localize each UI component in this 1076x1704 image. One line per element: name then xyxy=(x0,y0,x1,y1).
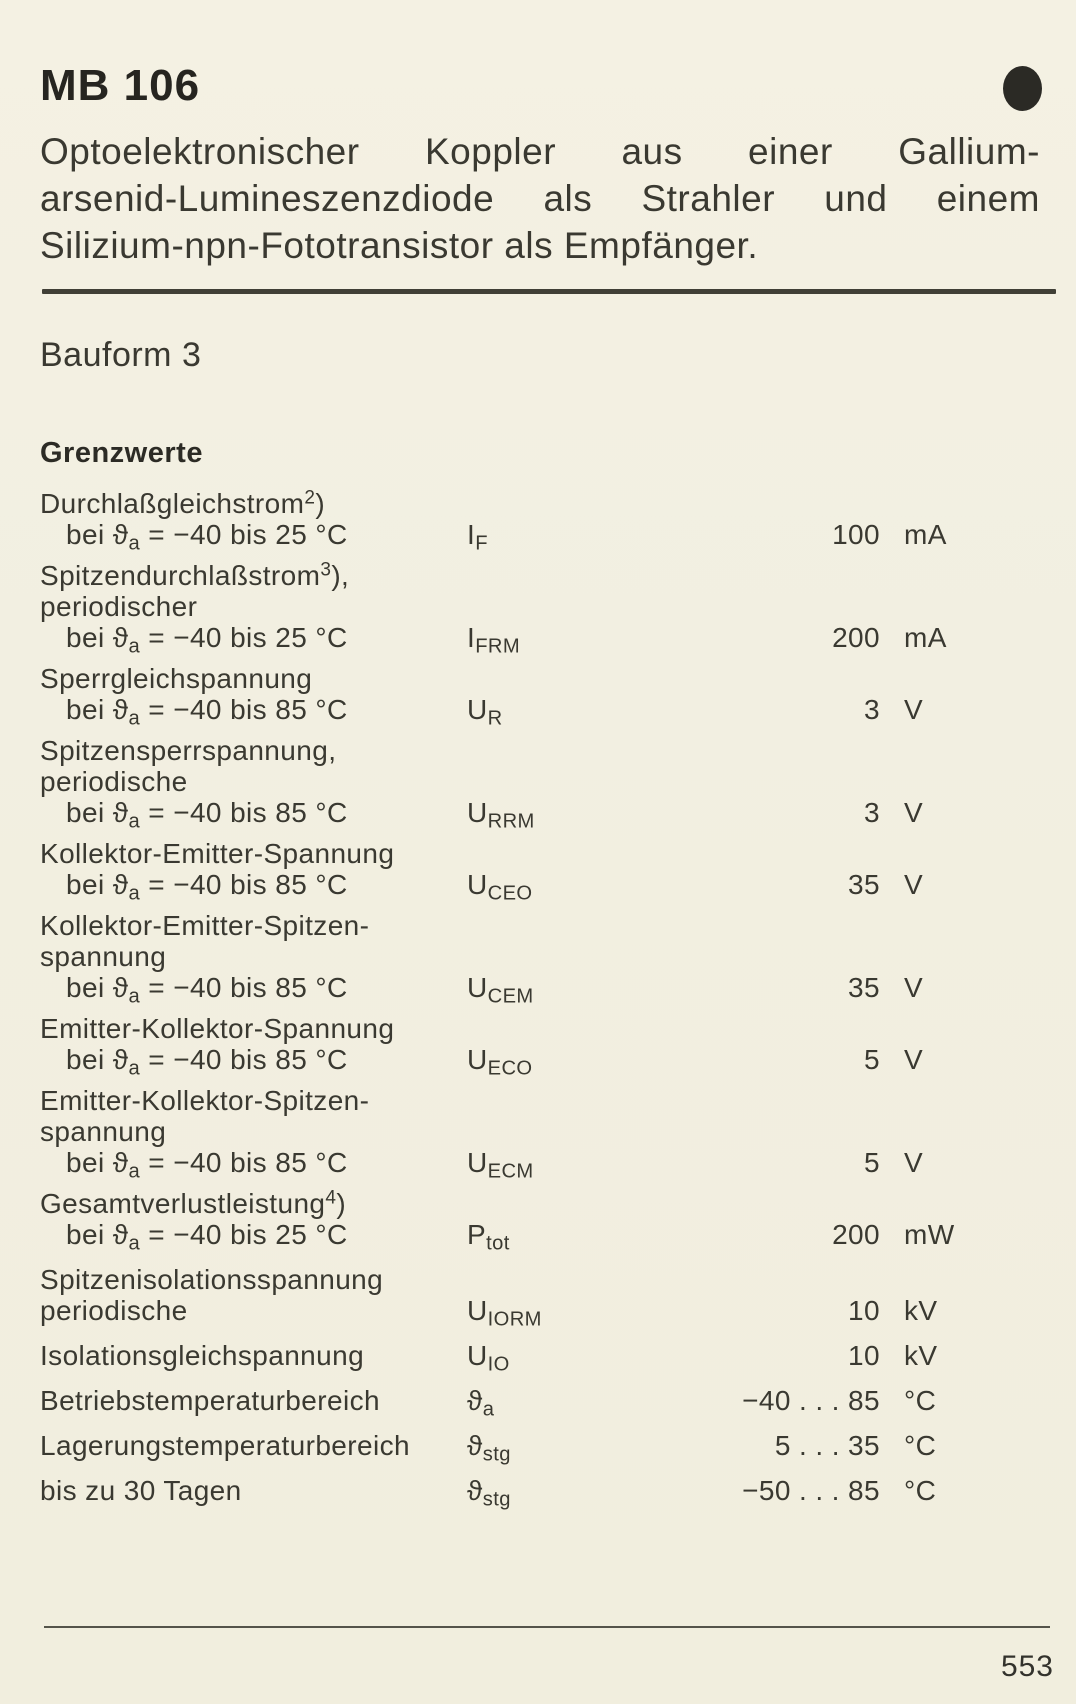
param-value: 5 xyxy=(864,1044,880,1075)
param-unit: °C xyxy=(904,1430,937,1461)
param-symbol: $P_{tot}$ xyxy=(467,1219,510,1255)
limit-row xyxy=(40,1085,1040,1183)
param-name-line: bis zu 30 Tagen xyxy=(40,1475,242,1506)
param-name-line: Kollektor-Emitter-Spitzen- xyxy=(40,910,370,941)
param-name-line: Kollektor-Emitter-Spannung xyxy=(40,838,395,869)
description-line: Optoelektronischer Koppler aus einer Gallium- xyxy=(40,131,1040,172)
param-name-line: bei $ϑ_a = -40$ bis 25 °C xyxy=(66,1219,348,1255)
param-name-line: periodische xyxy=(40,1295,188,1326)
limit-row xyxy=(40,838,1040,905)
param-name-line: Durchlaßgleichstrom$^2$) xyxy=(40,487,326,519)
param-value: −50 . . . 85 xyxy=(742,1475,880,1506)
param-value: 100 xyxy=(832,519,880,550)
param-value: 200 xyxy=(832,622,880,653)
param-name-line: Sperrgleichspannung xyxy=(40,663,313,694)
param-name xyxy=(40,838,465,905)
param-unit: mA xyxy=(904,622,947,653)
param-name-line: bei $ϑ_a = -40$ bis 25 °C xyxy=(66,519,348,555)
param-symbol: $ϑ_a$ xyxy=(467,1385,495,1421)
param-name-line: Spitzenisolationsspannung xyxy=(40,1264,384,1295)
param-symbol: $ϑ_{stg}$ xyxy=(467,1475,511,1511)
param-unit: V xyxy=(904,869,924,900)
param-symbol: $I_F$ xyxy=(467,519,488,555)
param-name-line: spannung xyxy=(40,941,167,972)
param-name-line: Emitter-Kollektor-Spitzen- xyxy=(40,1085,370,1116)
param-name xyxy=(40,735,465,833)
param-name xyxy=(40,1385,465,1416)
param-symbol: $U_{CEM}$ xyxy=(467,972,534,1008)
limit-row xyxy=(40,559,1040,658)
param-symbol: $I_{FRM}$ xyxy=(467,622,521,658)
param-name xyxy=(40,1264,465,1326)
page-number: 553 xyxy=(1000,1650,1054,1683)
limit-row xyxy=(40,487,1040,555)
param-symbol: $U_{CEO}$ xyxy=(467,869,533,905)
param-symbol: $U_{IORM}$ xyxy=(467,1295,542,1331)
param-name-line: Gesamtverlustleistung$^4$) xyxy=(40,1187,347,1219)
param-symbol: $U_{ECO}$ xyxy=(467,1044,533,1080)
param-symbol: $U_{ECM}$ xyxy=(467,1147,534,1183)
limit-row xyxy=(40,1264,1040,1331)
param-name-line: bei $ϑ_a = -40$ bis 85 °C xyxy=(66,869,348,905)
footer-divider xyxy=(44,1626,1050,1628)
param-name xyxy=(40,559,465,658)
param-unit: V xyxy=(904,694,924,725)
param-name-line: Spitzendurchlaßstrom$^3$), xyxy=(40,559,350,591)
param-unit: V xyxy=(904,797,924,828)
param-name xyxy=(40,910,465,1008)
param-name xyxy=(40,1085,465,1183)
limit-row xyxy=(40,910,1040,1008)
limit-row xyxy=(40,1430,1040,1466)
limit-row xyxy=(40,1013,1040,1080)
param-name-line: periodische xyxy=(40,766,188,797)
param-name xyxy=(40,487,465,555)
limit-row xyxy=(40,1187,1040,1255)
param-value: 3 xyxy=(864,797,880,828)
param-value: 5 xyxy=(864,1147,880,1178)
page-title: MB 106 xyxy=(40,61,201,110)
param-name-line: periodischer xyxy=(40,591,198,622)
param-name-line: Lagerungstemperaturbereich xyxy=(40,1430,410,1461)
param-symbol: $U_{RRM}$ xyxy=(467,797,535,833)
param-value: 10 xyxy=(848,1340,880,1371)
param-name-line: bei $ϑ_a = -40$ bis 25 °C xyxy=(66,622,348,658)
limit-row xyxy=(40,1340,1040,1376)
param-value: 35 xyxy=(848,972,880,1003)
param-name xyxy=(40,1013,465,1080)
param-unit: °C xyxy=(904,1385,937,1416)
header-divider xyxy=(42,289,1056,294)
param-unit: V xyxy=(904,1147,924,1178)
param-name-line: Betriebstemperaturbereich xyxy=(40,1385,380,1416)
param-name-line: Spitzensperrspannung, xyxy=(40,735,337,766)
param-value: 200 xyxy=(832,1219,880,1250)
param-name-line: bei $ϑ_a = -40$ bis 85 °C xyxy=(66,694,348,730)
param-unit: °C xyxy=(904,1475,937,1506)
limit-row xyxy=(40,1475,1040,1511)
param-symbol: $U_{IO}$ xyxy=(467,1340,510,1376)
param-unit: mW xyxy=(904,1219,955,1250)
param-value: 5 . . . 35 xyxy=(774,1430,880,1461)
param-unit: kV xyxy=(904,1295,938,1326)
param-name xyxy=(40,1475,465,1506)
param-unit: V xyxy=(904,972,924,1003)
corner-dot-icon xyxy=(1003,66,1042,111)
param-unit: kV xyxy=(904,1340,938,1371)
param-name-line: bei $ϑ_a = -40$ bis 85 °C xyxy=(66,1147,348,1183)
limit-row xyxy=(40,663,1040,730)
param-value: 10 xyxy=(848,1295,880,1326)
description-line: Silizium-npn-Fototransistor als Empfänger. xyxy=(40,225,759,266)
limit-row xyxy=(40,735,1040,833)
param-name-line: Isolationsgleichspannung xyxy=(40,1340,365,1371)
description-line: arsenid-Lumineszenzdiode als Strahler und einem xyxy=(40,178,1040,219)
param-name xyxy=(40,663,465,730)
section-title-grenzwerte: Grenzwerte xyxy=(40,437,203,469)
param-name-line: bei $ϑ_a = -40$ bis 85 °C xyxy=(66,797,348,833)
param-symbol: $U_R$ xyxy=(467,694,503,730)
param-unit: V xyxy=(904,1044,924,1075)
param-symbol: $ϑ_{stg}$ xyxy=(467,1430,511,1466)
param-name-line: spannung xyxy=(40,1116,167,1147)
param-unit: mA xyxy=(904,519,947,550)
param-value: 3 xyxy=(864,694,880,725)
description xyxy=(40,128,1040,269)
bauform-label: Bauform 3 xyxy=(40,336,202,374)
param-name xyxy=(40,1187,465,1255)
limit-row xyxy=(40,1385,1040,1421)
param-value: 35 xyxy=(848,869,880,900)
param-name xyxy=(40,1430,465,1461)
param-name-line: Emitter-Kollektor-Spannung xyxy=(40,1013,395,1044)
param-name xyxy=(40,1340,465,1371)
limits-table xyxy=(40,487,1040,1511)
param-name-line: bei $ϑ_a = -40$ bis 85 °C xyxy=(66,1044,348,1080)
param-name-line: bei $ϑ_a = -40$ bis 85 °C xyxy=(66,972,348,1008)
param-value: −40 . . . 85 xyxy=(742,1385,880,1416)
